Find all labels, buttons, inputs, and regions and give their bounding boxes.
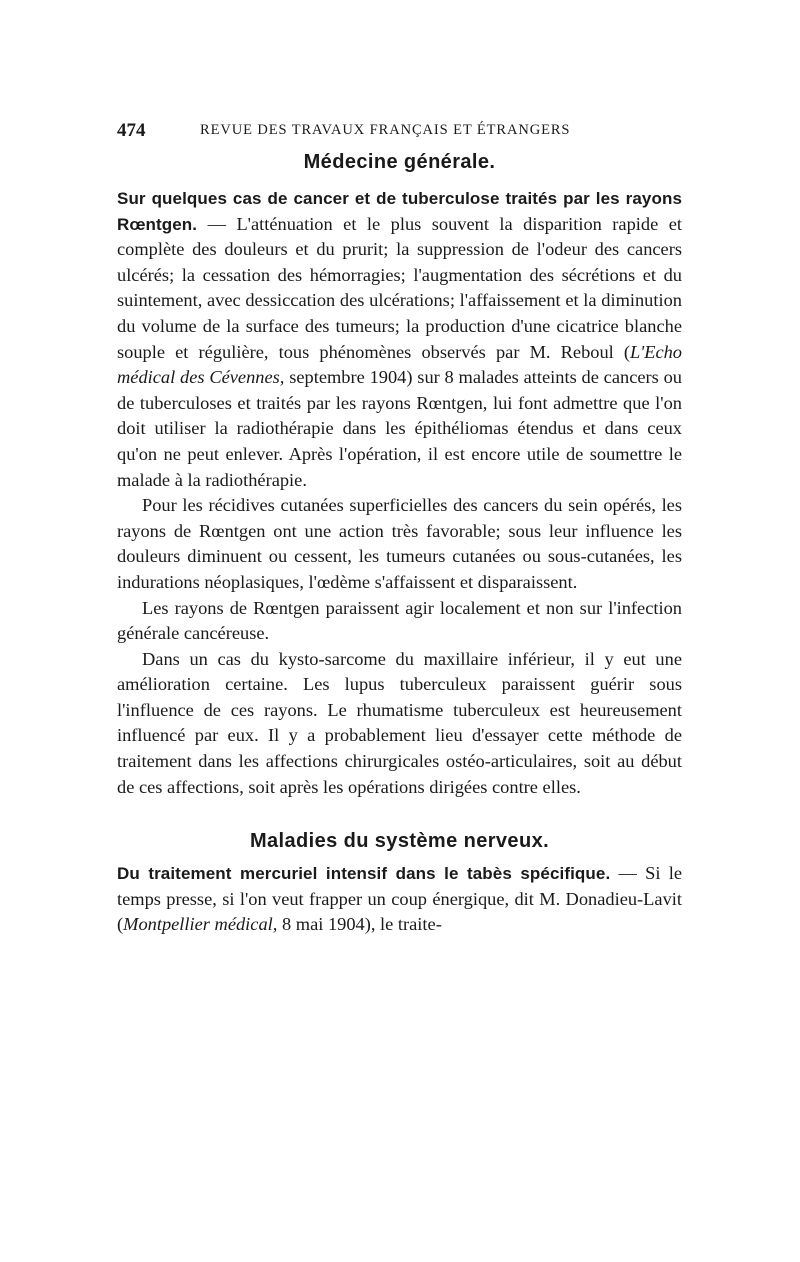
article-1-paragraph-2: Pour les récidives cutanées superficielles des cancers du sein opérés, les rayons de Rœntgen ont une action très favorable; sous leur influence les douleurs diminuent ou cessent, les tumeurs cutanées ou sous-cutanées, les indurations néoplasiques, l'œdème s'affaissent et disparaissent. [117, 495, 682, 592]
section-heading-maladies-systeme-nerveux: Maladies du système nerveux. [249, 830, 550, 853]
article-2-title: Du traitement mercuriel intensif dans le tabès spécifique. [117, 864, 611, 884]
article-1-paragraph-1 [117, 186, 682, 493]
article-2-citation: Montpellier médical, [123, 914, 278, 935]
journal-title: REVUE DES TRAVAUX FRANÇAIS ET ÉTRANGERS [200, 122, 571, 138]
article-1-paragraph-3: Les rayons de Rœntgen paraissent agir localement et non sur l'infection générale cancéreuse. [117, 597, 682, 644]
article-2-text-a: — Si le temps presse, si l'on veut frapper un coup énergique, dit M. Donadieu-Lavit ( [117, 863, 683, 935]
section-heading-medecine-generale: Médecine générale. [303, 151, 496, 173]
article-2-text-b: 8 mai 1904), le traite- [277, 914, 442, 935]
article-1-citation: L'Echo médical des Cévennes, [117, 341, 682, 388]
page [117, 118, 682, 938]
article-2-paragraph-1 [117, 861, 682, 938]
article-1-text-a: — L'atténuation et le plus souvent la disparition rapide et complète des douleurs et du prurit; la suppression de l'odeur des cancers ulcérés; la cessation des hémorragies; l'augmentation des sécrétions et du suintement, avec dessiccation des ulcérations; l'affaissement et la diminution du volume de la surface des tumeurs; la production d'une cicatrice blanche souple et régulière, tous phénomènes observés par M. Reboul ( [117, 213, 682, 362]
page-number: 474 [117, 120, 146, 141]
article-1-paragraph-4: Dans un cas du kysto-sarcome du maxillaire inférieur, il y eut une amélioration certaine. Les lupus tuberculeux paraissent guérir sous l'influence de ces rayons. Le rhumatisme tuberculeux est heureusement influencé par eux. Il y a probablement lieu d'essayer cette méthode de traitement dans les affections chirurgicales ostéo-articulaires, soit au début de ces affections, soit après les opérations dirigées contre elles. [117, 648, 682, 797]
running-header [117, 118, 682, 146]
article-1-text-b: septembre 1904) sur 8 malades atteints de cancers ou de tuberculoses et traités par les rayons Rœntgen, lui font admettre que l'on doit utiliser la radiothérapie dans les épithéliomas étendus et dans ceux qu'on ne peut enlever. Après l'opération, il est encore utile de soumettre le malade à la radiothérapie. [117, 367, 682, 490]
article-1-title: Sur quelques cas de cancer et de tuberculose traités par les rayons Rœntgen. [117, 189, 682, 234]
